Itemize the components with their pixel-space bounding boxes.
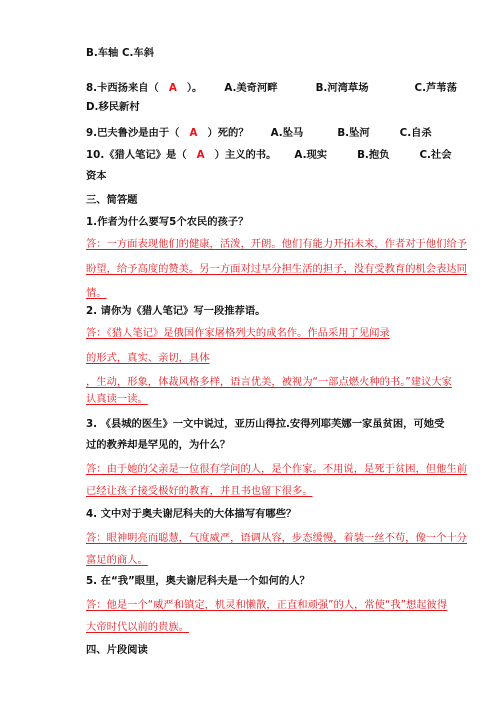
short-answer-5-line-1: 答：他是一个“威严和镇定，机灵和懒散，正直和顽强”的人，常使“我”想起彼得 — [86, 599, 448, 611]
short-answer-3-line-2: 已经让孩子接受极好的教育，并且书也留下很多。 — [86, 485, 313, 497]
question-8-option-a: A.美奇河畔 — [224, 82, 278, 94]
short-question-2: 2. 请你为《猎人笔记》写一段推荐语。 — [86, 305, 266, 317]
short-answer-4-line-1: 答：眼神明亮而聪慧，气度威严，语调从容，步态缓慢，着装一丝不苟，像一个十分 — [86, 532, 467, 544]
question-9-answer: A — [189, 127, 198, 139]
question-9-text: 9.巴夫鲁沙是由于（ — [86, 127, 180, 139]
short-answer-2-line-1: 答：《猎人笔记》是俄国作家屠格列夫的成名作。作品采用了见闻录 — [86, 327, 390, 339]
short-question-5: 5. 在“我”眼里，奥夫谢尼科夫是一个如何的人？ — [86, 575, 310, 587]
question-8-answer: A — [168, 82, 177, 94]
question-10-option-c: C.社会 — [419, 149, 452, 161]
question-8-option-b: B.河湾草场 — [315, 82, 369, 94]
short-question-3-line-1: 3. 《县城的医生》一文中说过，亚历山得拉.安得列耶芙娜一家虽贫困，可她受 — [86, 418, 445, 430]
short-answer-1-line-2: 盼望，给予高度的赞美。另一方面对过早分担生活的担子，没有受教育的机会表达同 — [86, 263, 467, 275]
short-question-3-line-2: 过的教养却是罕见的，为什么？ — [86, 439, 231, 451]
option-line-b-c: B.车轴 C.车斜 — [86, 47, 155, 59]
question-9-option-b: B.坠河 — [337, 127, 370, 139]
question-9-option-a: A.坠马 — [270, 127, 304, 139]
question-8 — [86, 81, 457, 95]
question-9-close: ）死的？ — [207, 127, 249, 139]
section-3-heading: 三、简答题 — [86, 194, 138, 206]
question-10 — [86, 148, 452, 162]
question-10-answer: A — [196, 149, 205, 161]
question-10-text: 10.《猎人笔记》是（ — [86, 149, 187, 161]
question-8-text: 8.卡西扬来自（ — [86, 82, 159, 94]
short-answer-2-line-3: ，生动，形象，体裁风格多样，语言优美，被视为“一部点燃火种的书。”建议大家 — [86, 376, 452, 388]
question-10-continued: 资本 — [86, 170, 107, 182]
question-8-close: ）。 — [186, 82, 203, 94]
section-4-heading: 四、片段阅读 — [86, 644, 148, 656]
short-answer-2-line-2: 的形式，真实、亲切，具体 — [86, 352, 210, 364]
question-10-close: ）主义的书。 — [214, 149, 277, 161]
short-answer-3-line-1: 答：由于她的父亲是一位很有学问的人，是个作家。不用说，是死于贫困，但他生前 — [86, 463, 467, 475]
short-answer-4-line-2: 富足的商人。 — [86, 554, 148, 566]
question-10-option-b: B.抱负 — [357, 149, 390, 161]
question-8-option-d: D.移民新村 — [86, 101, 140, 113]
short-answer-5-line-2: 大帝时代以前的贵族。 — [86, 621, 189, 633]
question-8-option-c: C.芦苇荡 — [414, 82, 457, 94]
short-question-4: 4. 文中对于奥夫谢尼科夫的大体描写有哪些？ — [86, 508, 297, 520]
question-10-option-a: A.现实 — [294, 149, 328, 161]
short-answer-2-line-4: 认真读一读。 — [86, 393, 148, 405]
short-answer-1-line-1: 答：一方面表现他们的健康，活泼，开朗。他们有能力开拓未来，作者对于他们给予 — [86, 238, 467, 250]
short-question-1: 1.作者为什么要写5个农民的孩子？ — [86, 216, 249, 228]
question-9 — [86, 126, 432, 140]
short-answer-1-line-3: 情。 — [86, 287, 107, 299]
question-9-option-c: C.自杀 — [399, 127, 432, 139]
